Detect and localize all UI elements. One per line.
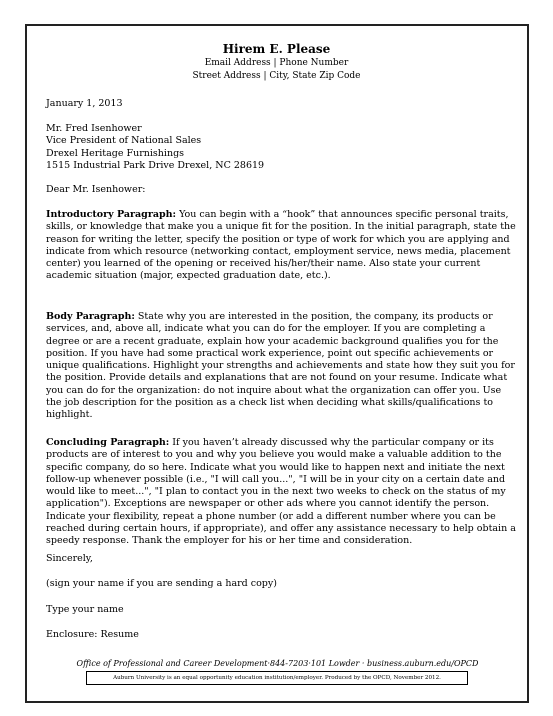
typed-name: Type your name	[46, 604, 124, 615]
body-paragraph	[46, 311, 518, 422]
sender-contact: Email Address | Phone Number	[204, 58, 349, 68]
enclosure-line: Enclosure: Resume	[46, 629, 139, 640]
paragraph-label: Introductory Paragraph:	[46, 209, 177, 220]
paragraph-label: Concluding Paragraph:	[46, 437, 170, 448]
footer-notice: Auburn University is an equal opportunity education institution/employer. Produced by the OPCD, November 2012.	[86, 671, 468, 685]
recipient-address: 1515 Industrial Park Drive Drexel, NC 28619	[46, 159, 265, 171]
introductory-paragraph	[46, 209, 518, 283]
signature-note: (sign your name if you are sending a hard copy)	[46, 578, 277, 589]
recipient-company: Drexel Heritage Furnishings	[46, 147, 185, 159]
concluding-paragraph	[46, 437, 518, 548]
paragraph-text: You can begin with a “hook” that announces specific personal traits, skills, or knowledge that make you a unique fit for the position. In the initial paragraph, state the reason for writing the letter, specify the position or type of work for which you are applying and indicate from which resource (networking contact, employment service, news media, placement center) you learned of the opening or received his/her/their name. Also state your current academic situation (major, expected graduation date, etc.).	[46, 209, 516, 282]
recipient-name: Mr. Fred Isenhower	[46, 123, 142, 134]
recipient-block	[46, 123, 518, 172]
footer-office-line: Office of Professional and Career Development·844-7203·101 Lowder · business.auburn.edu/OPCD	[76, 659, 479, 668]
sender-address: Street Address | City, State Zip Code	[192, 71, 361, 81]
paragraph-label: Body Paragraph:	[46, 311, 135, 322]
paragraph-text: If you haven’t already discussed why the particular company or its products are of interest to you and why you believe you would make a valuable addition to the specific company, do so here. Indicate what you would like to happen next and initiate the next follow-up whenever possible (i.e., "I will call you...", "I will be in your city on a certain date and would like to meet...", "I plan to contact you in the next two weeks to check on the status of my application"). Exceptions are newspaper or other ads where you cannot identify the person. Indicate your flexibility, repeat a phone number (or add a different number where you can be reached during certain hours, if appropriate), and offer any assistance necessary to help obtain a speedy response. Thank the employer for his or her time and consideration.	[46, 437, 516, 547]
sender-name: Hirem E. Please	[222, 42, 331, 56]
salutation: Dear Mr. Isenhower:	[46, 184, 146, 195]
closing: Sincerely,	[46, 553, 93, 564]
paragraph-text: State why you are interested in the position, the company, its products or services, and, above all, indicate what you can do for the employer. If you are completing a degree or are a recent graduate, explain how your academic background qualifies you for the position. If you have had some practical work experience, point out specific achievements or unique qualifications. Highlight your strengths and achievements and state how they suit you for the position. Provide details and explanations that are not found on your resume. Indicate what you can do for the organization: do not inquire about what the organization can offer you. Use the job description for the position as a check list when deciding what skills/qualifications to highlight.	[46, 311, 515, 421]
letter-date: January 1, 2013	[46, 98, 123, 109]
recipient-title: Vice President of National Sales	[46, 135, 202, 147]
